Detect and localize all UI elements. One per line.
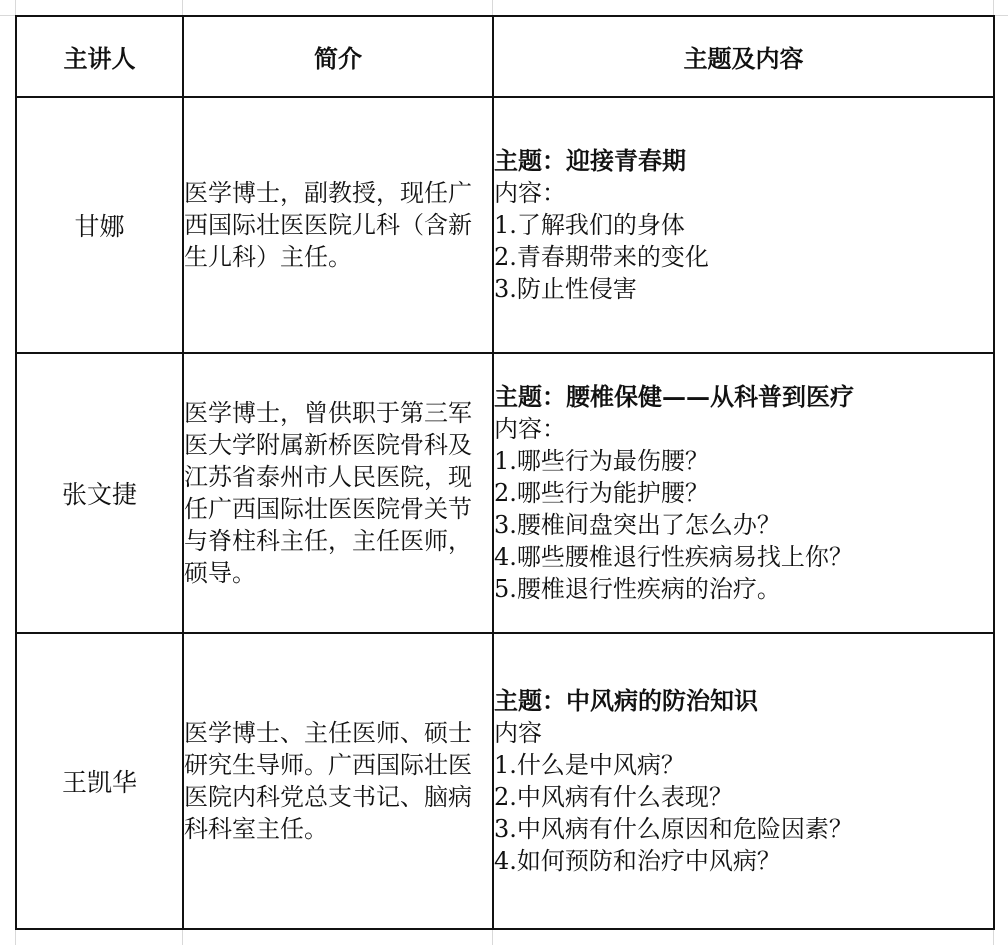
topic-title: 主题：中风病的防治知识: [494, 686, 758, 715]
speaker-bio: 医学博士、主任医师、硕士研究生导师。广西国际壮医医院内科党总支书记、脑病科科室主任。: [183, 633, 493, 929]
table-row: [16, 353, 994, 633]
list-item: 4.如何预防和治疗中风病？: [494, 847, 781, 875]
list-item: 3.腰椎间盘突出了怎么办？: [494, 511, 781, 539]
list-item: 3.中风病有什么原因和危险因素？: [494, 815, 853, 843]
content-label: 内容: [494, 719, 542, 747]
header-topic: 主题及内容: [493, 16, 994, 97]
list-item: 2.哪些行为能护腰？: [494, 479, 709, 507]
list-item: 5.腰椎退行性疾病的治疗。: [494, 575, 781, 603]
list-item: 1.哪些行为最伤腰？: [494, 447, 709, 475]
content-label: 内容：: [494, 179, 566, 207]
header-row: [16, 16, 994, 97]
topic-cell: [493, 353, 994, 633]
speaker-name: 张文捷: [16, 353, 183, 633]
topic-items: [494, 749, 993, 877]
speaker-name: 甘娜: [16, 97, 183, 353]
header-intro: 简介: [183, 16, 493, 97]
list-item: 3.防止性侵害: [494, 275, 637, 303]
table-row: [16, 633, 994, 929]
list-item: 2.中风病有什么表现？: [494, 783, 733, 811]
list-item: 4.哪些腰椎退行性疾病易找上你？: [494, 543, 853, 571]
topic-cell: [493, 633, 994, 929]
topic-items: [494, 209, 993, 305]
speaker-bio: 医学博士，副教授，现任广西国际壮医医院儿科（含新生儿科）主任。: [183, 97, 493, 353]
speaker-bio: 医学博士，曾供职于第三军医大学附属新桥医院骨科及江苏省泰州市人民医院，现任广西国际壮医医院骨关节与脊柱科主任，主任医师，硕导。: [183, 353, 493, 633]
table-row: [16, 97, 994, 353]
speaker-name: 王凯华: [16, 633, 183, 929]
list-item: 2.青春期带来的变化: [494, 243, 709, 271]
topic-items: [494, 445, 993, 605]
list-item: 1.了解我们的身体: [494, 211, 685, 239]
header-speaker: 主讲人: [16, 16, 183, 97]
content-label: 内容：: [494, 415, 566, 443]
topic-title: 主题：腰椎保健——从科普到医疗: [494, 382, 854, 411]
topic-cell: [493, 97, 994, 353]
lecture-schedule-table: [15, 15, 995, 930]
list-item: 1.什么是中风病？: [494, 751, 685, 779]
topic-title: 主题：迎接青春期: [494, 146, 686, 175]
